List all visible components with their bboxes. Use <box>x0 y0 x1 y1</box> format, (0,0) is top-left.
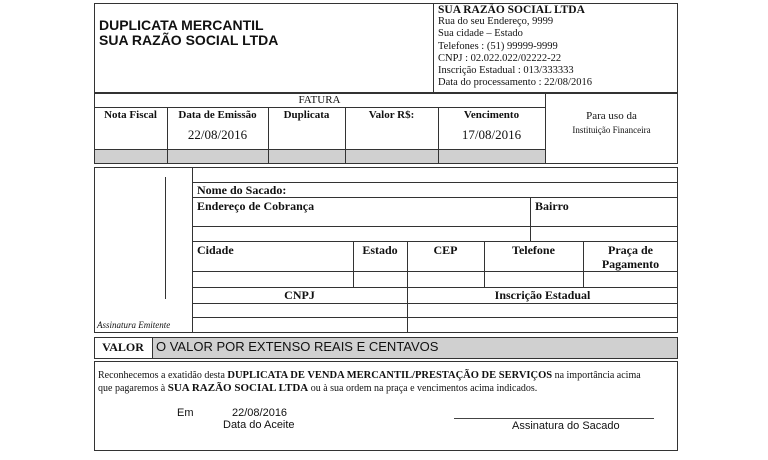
fatura-title: FATURA <box>298 94 341 106</box>
acknowledgement-line-1 <box>98 369 641 382</box>
drawee-signature-label: Assinatura do Sacado <box>512 420 620 432</box>
sacado-row-line <box>192 317 678 318</box>
col-nota-fiscal-label: Nota Fiscal <box>104 109 157 121</box>
financial-use-line-2: Instituição Financeira <box>572 125 651 135</box>
company-phones: Telefones : (51) 99999-9999 <box>438 40 558 52</box>
sacado-row-line <box>192 226 678 227</box>
valor-divider <box>152 337 153 359</box>
valor-label: VALOR <box>102 340 144 354</box>
accept-date: 22/08/2016 <box>232 407 288 419</box>
sacado-row-line <box>192 303 678 304</box>
fatura-title-divider <box>94 107 545 108</box>
title-line-1: DUPLICATA MERCANTIL <box>99 17 264 33</box>
city-label: Cidade <box>197 243 234 257</box>
em-label: Em <box>177 407 194 419</box>
acknowledgement-text <box>98 369 641 395</box>
cnpj-label: CNPJ <box>284 288 315 302</box>
company-city: Sua cidade – Estado <box>438 28 523 40</box>
company-name: SUA RAZÃO SOCIAL LTDA <box>438 4 585 16</box>
ack-text: que pagaremos à <box>98 383 168 394</box>
processing-date: Data do processamento : 22/08/2016 <box>438 77 592 89</box>
data-emissao-value: 22/08/2016 <box>187 127 248 142</box>
vencimento-value: 17/08/2016 <box>461 127 522 142</box>
valor-text: O VALOR POR EXTENSO REAIS E CENTAVOS <box>156 339 439 354</box>
company-info <box>438 4 592 89</box>
company-cnpj: CNPJ : 02.022.022/02222-22 <box>438 52 562 64</box>
billing-address-label: Endereço de Cobrança <box>197 199 315 213</box>
fatura-gray-divider <box>94 149 545 150</box>
financial-use-line-1: Para uso da <box>586 110 637 122</box>
neighborhood-label: Bairro <box>535 199 569 213</box>
state-registration-label: Inscrição Estadual <box>494 288 591 302</box>
sacado-row-line <box>192 241 678 242</box>
payment-place-line-2: Pagamento <box>601 257 660 271</box>
bairro-divider <box>530 197 531 241</box>
financial-use-box <box>545 110 678 135</box>
issuer-panel-divider <box>192 167 193 333</box>
company-state-registration: Inscrição Estadual : 013/333333 <box>438 65 574 77</box>
ack-bold-text: SUA RAZÃO SOCIAL LTDA <box>167 382 309 394</box>
header-divider <box>433 3 434 93</box>
document-title <box>99 18 278 48</box>
issuer-signature-line <box>165 177 166 299</box>
issuer-signature-label: Assinatura Emitente <box>97 320 171 330</box>
ack-text: na importância acima <box>552 370 641 381</box>
col-valor-label: Valor R$: <box>368 109 415 121</box>
payment-place-label <box>583 243 678 271</box>
payment-place-line-1: Praça de <box>608 243 653 257</box>
ack-bold-text: DUPLICATA DE VENDA MERCANTIL/PRESTAÇÃO DE SERVIÇOS <box>227 370 553 381</box>
acknowledgement-line-2 <box>98 382 641 395</box>
accept-date-label: Data do Aceite <box>223 419 295 431</box>
phone-label: Telefone <box>512 243 555 257</box>
zip-label: CEP <box>433 243 458 257</box>
company-address: Rua do seu Endereço, 9999 <box>438 16 554 28</box>
state-label: Estado <box>362 243 398 257</box>
col-data-emissao-label: Data de Emissão <box>178 109 257 121</box>
sacado-name-label: Nome do Sacado: <box>197 183 287 197</box>
ack-text: Reconhecemos a exatidão desta <box>98 370 228 381</box>
col-vencimento-label: Vencimento <box>463 109 520 121</box>
drawee-signature-line <box>454 418 654 419</box>
col-duplicata-label: Duplicata <box>283 109 330 121</box>
ack-text: ou à sua ordem na praça e vencimentos acima indicados. <box>308 383 538 394</box>
sacado-row-line <box>192 271 678 272</box>
title-line-2: SUA RAZÃO SOCIAL LTDA <box>99 32 279 48</box>
